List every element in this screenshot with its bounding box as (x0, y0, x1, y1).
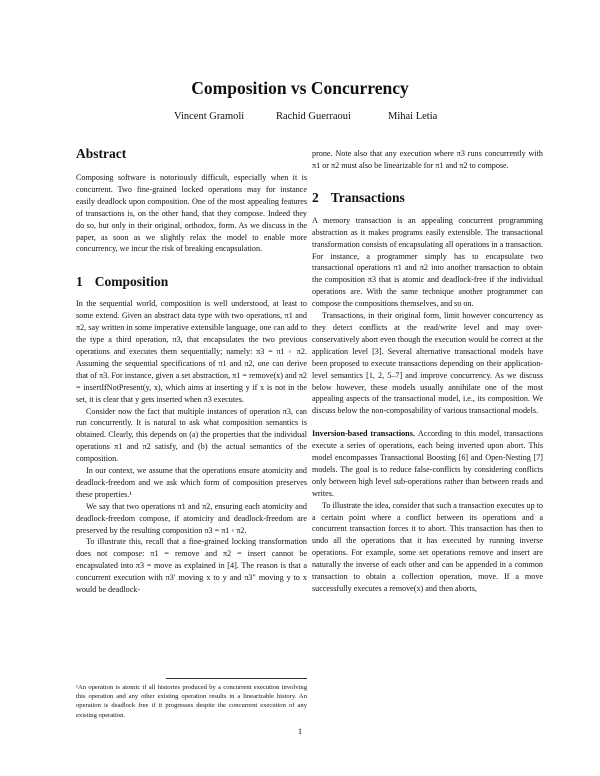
author-2: Rachid Guerraoui (276, 111, 351, 122)
section-1-paragraph-4: We say that two operations π1 and π2, ensuring each atomicity and deadlock-freedom compose, if atomicity and deadlock-freedom are preserved by the resulting composition π3 = π1 ◦ π2. (76, 501, 307, 535)
footnote (76, 678, 307, 720)
section-2-heading (312, 190, 543, 206)
left-column (76, 146, 307, 596)
abstract-heading: Abstract (76, 146, 127, 161)
inversion-based-text: According to this model, transactions execute a series of operations, each being inverted upon abort. This model encompasses Transactional Boosting [6] and Open-Nesting [7] models. The goal is to reduce false-conflicts by considering conflicts only between high level sub-operations rather than between reads and writes. (312, 429, 543, 498)
right-column-continuation: prone. Note also that any execution where π3 runs concurrently with π1 or π2 must also be linearizable for π1 and π2 to compose. (312, 149, 543, 170)
section-1-paragraph-5: To illustrate this, recall that a fine-grained locking transformation does not compose: π1 = remove and π2 = insert cannot be encapsulated into π3 = move as explained in [4]. The reason is that a concurrent execution with π3′ moving x to y and π3″ moving y to x would be deadlock- (76, 537, 307, 595)
section-2-last-paragraph: To illustrate the idea, consider that such a transaction executes up to a certain point where a conflict between its operations and a concurrent transaction forces it to abort. This transaction has then to undo all the operations that it has executed by running inverse operations. For example, some set operations remove and insert are naturally the inverse of each other and can be appended in a common transaction to obtain a collection operation, move. If a move successfully executes a remove(x) and then aborts, (312, 500, 543, 593)
section-2-paragraph-1: A memory transaction is an appealing concurrent programming abstraction as it makes programs easily extensible. The transactional transformation consists of encapsulating all operations in a transaction. For instance, a programmer simply has to encapsulate two transactional operations π1 and π2 into another transaction to obtain the composition π3 that is atomic and deadlock-free if the individual operations are. With the same technique another programmer can compose the compositions themselves, and so on. (312, 215, 543, 309)
section-1-title: Composition (94, 274, 169, 290)
page-number: 1 (297, 726, 303, 736)
author-1: Vincent Gramoli (174, 111, 245, 122)
section-1-number: 1 (76, 274, 83, 290)
section-2-number: 2 (312, 189, 319, 205)
footnote-text: ¹An operation is atomic if all histories produced by a concurrent execution involving this operation and any other existing operation results in a linearizable history. An operation is deadlock free if it progresses despite the concurrent execution of any existing operation. (76, 684, 307, 719)
section-1-paragraph-2: Consider now the fact that multiple instances of operation π3, can run concurrently. It is natural to ask what composition semantics is obtained. Clearly, this depends on (a) the properties that the individual operations π1 and π2 satisfy, and (b) the actual semantics of the composition. (76, 406, 307, 464)
abstract-text: Composing software is notoriously difficult, especially when it is concurrent. Two fine-grained locked operations may for instance easily deadlock upon composition. One of the most appealing features of transactions is, on the other hand, that they compose. Indeed they do so, but only in their original, orthodox, form. As we discuss in the paper, as soon as we slightly relax the model to enable more concurrency, we incur the risk of breaking encapsulation. (76, 173, 307, 254)
section-2-paragraph-2: Transactions, in their original form, limit however concurrency as they detect conflicts at the read/write level and may over-conservatively abort even though the execution would be correct at the application level [3]. Several alternative transactional models have been proposed to execute transactions depending on their application-level semantics [1, 2, 5–7] and improve concurrency. As we discuss below however, these models usually annihilate one of the most appealing aspects of the transactional model, i.e., its composition. We discuss below the non-composability of various transactional models. (312, 311, 543, 416)
inversion-based-paragraph (312, 428, 543, 499)
section-1-paragraph-3: In our context, we assume that the operations ensure atomicity and deadlock-freedom and we ask which form of composition preserves these properties.¹ (76, 466, 307, 499)
section-1-paragraph-1: In the sequential world, composition is well understood, at least to some extend. Given an abstract data type with two operations, π1 and π2, say written in some imperative extensible language, one can add to the type a third operation, π3, that encapsulates the two previous operations and executes them sequentially; namely: π3 = π1 ◦ π2. Assuming the sequential specifications of π1 and π2, one can derive that of π3. For instance, given a set abstraction, π1 = remove(x) and π2 = insertIfNotPresent(y, x), which aims at inserting y if x is not in the set, it is clear that y gets inserted when π3 executes. (76, 299, 307, 404)
author-3: Mihai Letia (388, 111, 438, 122)
right-column (312, 148, 543, 595)
section-2-title: Transactions (330, 189, 405, 205)
paper-title: Composition vs Concurrency (191, 78, 409, 98)
inversion-based-heading: Inversion-based transactions. (312, 429, 415, 439)
section-1-heading (76, 274, 307, 290)
